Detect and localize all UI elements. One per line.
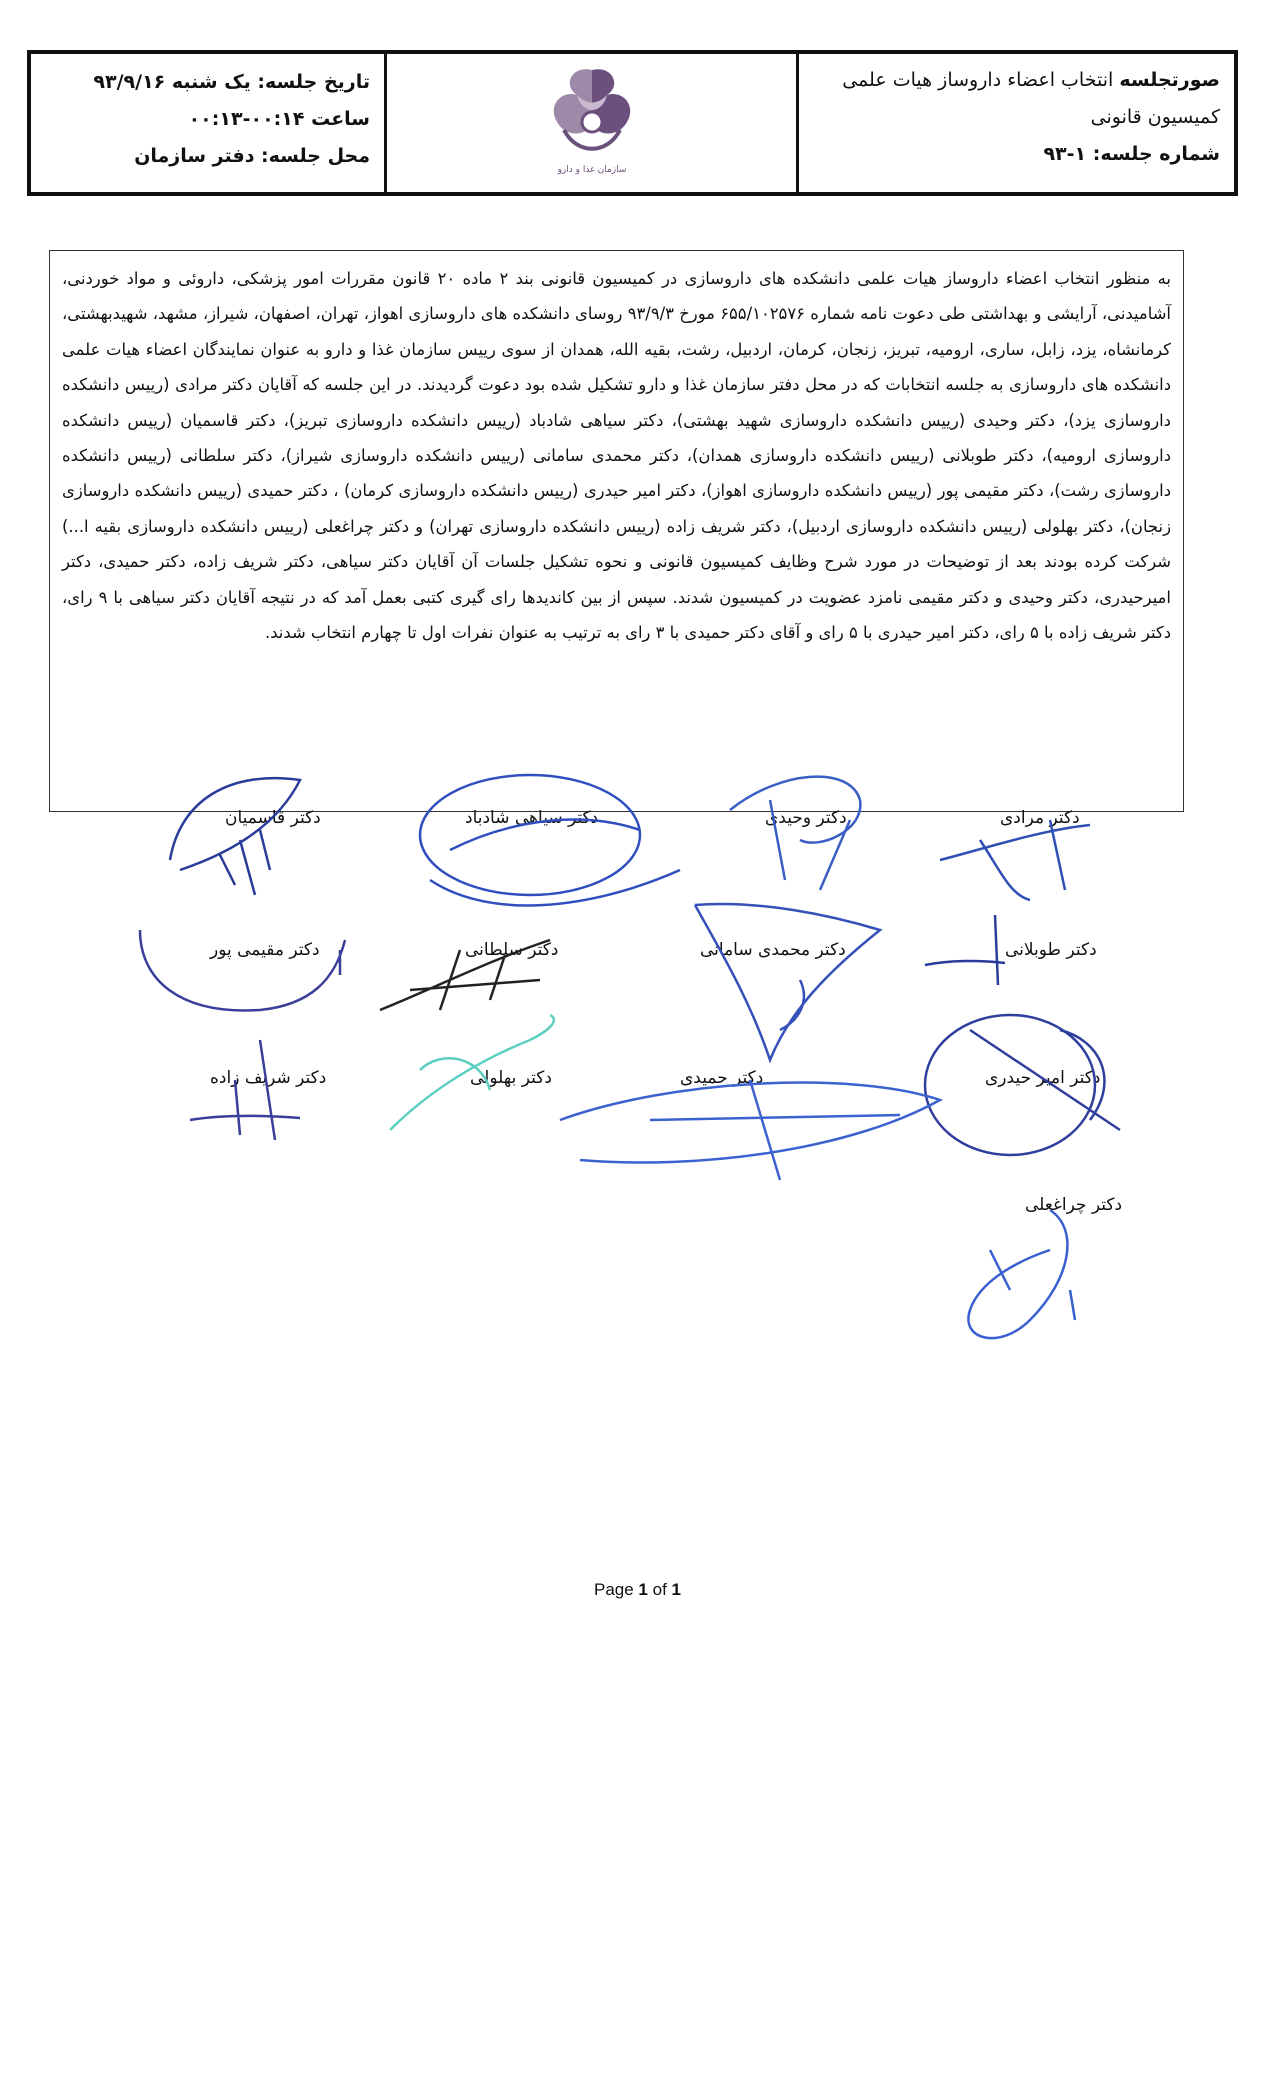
signature-label-bohlouli: دکتر بهلولی bbox=[470, 1068, 552, 1088]
footer-page-number: 1 bbox=[638, 1580, 648, 1599]
signature-siahi-icon bbox=[390, 760, 700, 930]
meeting-place: محل جلسه: دفتر سازمان bbox=[134, 145, 370, 167]
signature-label-toblani: دکتر طوبلانی bbox=[1005, 940, 1097, 960]
signature-toblani-icon bbox=[910, 905, 1020, 995]
signature-moradi-icon bbox=[920, 800, 1120, 910]
minutes-body bbox=[49, 250, 1184, 812]
signature-cheraghali-icon bbox=[930, 1190, 1110, 1360]
signature-label-sharifzadeh: دکتر شریف زاده bbox=[210, 1068, 327, 1088]
signature-label-hamidi: دکتر حمیدی bbox=[680, 1068, 764, 1088]
header-logo-cell bbox=[387, 54, 799, 192]
commission-name: کمیسیون قانونی bbox=[1090, 106, 1220, 128]
signature-label-siahi: دکتر سیاهی شادباد bbox=[465, 808, 599, 828]
signature-label-soltani: دکتر سلطانی bbox=[465, 940, 559, 960]
title-rest: انتخاب اعضاء داروساز هیات علمی bbox=[842, 69, 1114, 91]
signature-label-moradi: دکتر مرادی bbox=[1000, 808, 1080, 828]
signature-soltani-icon bbox=[370, 930, 570, 1020]
signature-label-moghimipour: دکتر مقیمی پور bbox=[210, 940, 320, 960]
signature-moghimipour-icon bbox=[120, 920, 360, 1020]
signature-vahidi-icon bbox=[700, 760, 900, 900]
session-number: شماره جلسه: ۱-۹۳ bbox=[1043, 143, 1220, 165]
signature-label-samani: دکتر محمدی سامانی bbox=[700, 940, 846, 960]
title-bold: صورتجلسه bbox=[1119, 69, 1220, 91]
signature-ghasemian-icon bbox=[160, 760, 330, 900]
page-footer bbox=[0, 1580, 1275, 1600]
signature-bohlouli-icon bbox=[380, 1010, 580, 1140]
header-table bbox=[27, 50, 1238, 196]
signature-hamidi-icon bbox=[550, 1060, 950, 1190]
signature-samani-icon bbox=[680, 890, 910, 1070]
meeting-date: تاریخ جلسه: یک شنبه ۹۳/۹/۱۶ bbox=[93, 71, 370, 93]
footer-of-word: of bbox=[652, 1580, 667, 1599]
signature-label-cheraghali: دکتر چراغعلی bbox=[1025, 1195, 1123, 1215]
signature-label-ghasemian: دکتر قاسمیان bbox=[225, 808, 321, 828]
meeting-time: ساعت ۰۰:۱۴-۰۰:۱۳ bbox=[188, 108, 370, 130]
document-title bbox=[809, 62, 1220, 99]
header-title-cell bbox=[799, 54, 1234, 192]
minutes-paragraph: به منظور انتخاب اعضاء داروساز هیات علمی دانشکده های داروسازی در کمیسیون قانونی بند ۲ ماده ۲۰ قانون مقررات امور پزشکی، داروئی و مواد خوردنی، آشامیدنی، آرایشی و بهداشتی طی دعوت نامه شماره ۶۵۵/۱۰۲۵۷۶ مورخ ۹۳/۹/۳ روسای دانشکده های داروسازی اهواز، تهران، اصفهان، شیراز، مشهد، شهیدبهشتی، کرمانشاه، یزد، زابل، ساری، ارومیه، تبریز، زنجان، کرمان، اردبیل، رشت، بقیه الله، همدان از سوی رییس سازمان غذا و دارو به عنوان نمایندگان اعضاء هیات علمی دانشکده های داروسازی به جلسه انتخابات که در محل دفتر سازمان غذا و دارو تشکیل شده بود دعوت گردیدند. در این جلسه که آقایان دکتر مرادی (رییس دانشکده داروسازی یزد)، دکتر وحیدی (رییس دانشکده داروسازی شهید بهشتی)، دکتر سیاهی شادباد (رییس دانشکده داروسازی تبریز)، دکتر قاسمیان (رییس دانشکده داروسازی ارومیه)، دکتر طوبلانی (رییس دانشکده داروسازی همدان)، دکتر محمدی سامانی (رییس دانشکده داروسازی شیراز)، دکتر سلطانی (رییس دانشکده داروسازی رشت)، دکتر مقیمی پور (رییس دانشکده داروسازی اهواز)، دکتر امیر حیدری (رییس دانشکده داروسازی کرمان) ، دکتر حمیدی (رییس دانشکده داروسازی زنجان)، دکتر بهلولی (رییس دانشکده داروسازی اردبیل)، دکتر شریف زاده (رییس دانشکده داروسازی تهران) و دکتر چراغعلی (رییس دانشکده داروسازی بقیه ا...) شرکت کرده بودند بعد از توضیحات در مورد شرح وظایف کمیسیون قانونی و نحوه تشکیل جلسات آن آقایان دکتر سیاهی، دکتر شریف زاده، دکتر حمیدی، دکتر امیرحیدری، دکتر وحیدی و دکتر مقیمی نامزد عضویت در کمیسیون شدند. سپس از بین کاندیدها رای گیری کتبی بعمل آمد که در نتیجه آقایان دکتر سیاهی با ۹ رای، دکتر شریف زاده با ۵ رای، دکتر امیر حیدری با ۵ رای و آقای دکتر حمیدی با ۳ رای به ترتیب به عنوان نفرات اول تا چهارم انتخاب شدند. bbox=[62, 269, 1171, 643]
signature-sharifzadeh-icon bbox=[180, 1030, 320, 1150]
footer-page-total: 1 bbox=[671, 1580, 682, 1599]
irfda-logo-icon bbox=[532, 60, 652, 188]
logo-caption: سازمان غذا و دارو bbox=[557, 165, 627, 175]
header-meeting-info bbox=[31, 54, 387, 192]
signature-label-amirheydari: دکتر امیر حیدری bbox=[985, 1068, 1101, 1088]
signature-label-vahidi: دکتر وحیدی bbox=[765, 808, 847, 828]
footer-page-word: Page bbox=[593, 1580, 634, 1599]
